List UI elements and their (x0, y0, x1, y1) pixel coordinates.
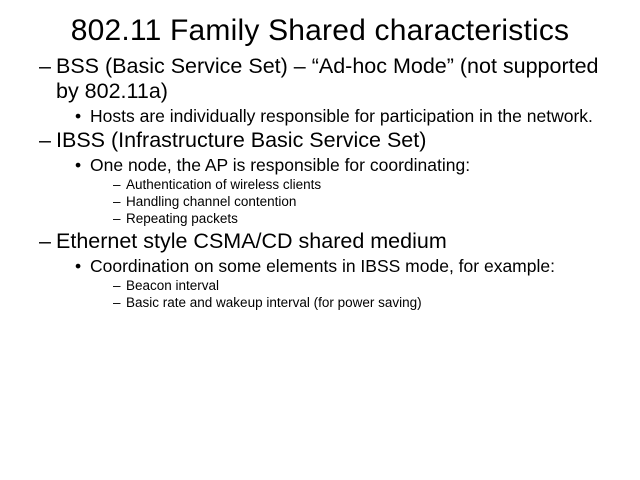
bullet-dash-icon: – (39, 53, 51, 78)
list-item-text: Hosts are individually responsible for participation in the network. (90, 106, 593, 127)
list-item (18, 211, 622, 227)
bullet-dot-icon: • (75, 255, 82, 276)
list-item-text: Beacon interval (126, 277, 220, 293)
bullet-dash-icon: – (113, 194, 121, 210)
list-item (18, 128, 622, 153)
list-item-text: Authentication of wireless clients (126, 176, 322, 192)
list-item (18, 194, 622, 210)
list-item-text: Repeating packets (126, 211, 238, 227)
bullet-dash-icon: – (113, 294, 121, 310)
bullet-dash-icon: – (113, 176, 121, 192)
list-item (18, 278, 622, 294)
bullet-dash-icon: – (113, 211, 121, 227)
list-item-text: IBSS (Infrastructure Basic Service Set) (56, 127, 427, 152)
list-item-text: Basic rate and wakeup interval (for power saving) (126, 294, 422, 310)
list-item-text: Handling channel contention (126, 194, 297, 210)
bullet-dot-icon: • (75, 155, 82, 176)
list-item (18, 229, 622, 254)
list-item (18, 106, 622, 127)
list-item-text: Coordination on some elements in IBSS mode, for example: (90, 255, 555, 276)
list-item-text: One node, the AP is responsible for coordinating: (90, 155, 471, 176)
page-title: 802.11 Family Shared characteristics (70, 14, 570, 47)
slide-body-list (18, 54, 622, 311)
bullet-dot-icon: • (75, 106, 82, 127)
list-item (18, 256, 622, 277)
bullet-dash-icon: – (113, 277, 121, 293)
list-item (18, 155, 622, 176)
list-item (18, 177, 622, 193)
list-item-text: BSS (Basic Service Set) – “Ad-hoc Mode” (not supported by 802.11a) (56, 53, 599, 103)
bullet-dash-icon: – (39, 228, 51, 253)
list-item (18, 54, 622, 105)
list-item-text: Ethernet style CSMA/CD shared medium (56, 228, 447, 253)
bullet-dash-icon: – (39, 127, 51, 152)
list-item (18, 295, 622, 311)
